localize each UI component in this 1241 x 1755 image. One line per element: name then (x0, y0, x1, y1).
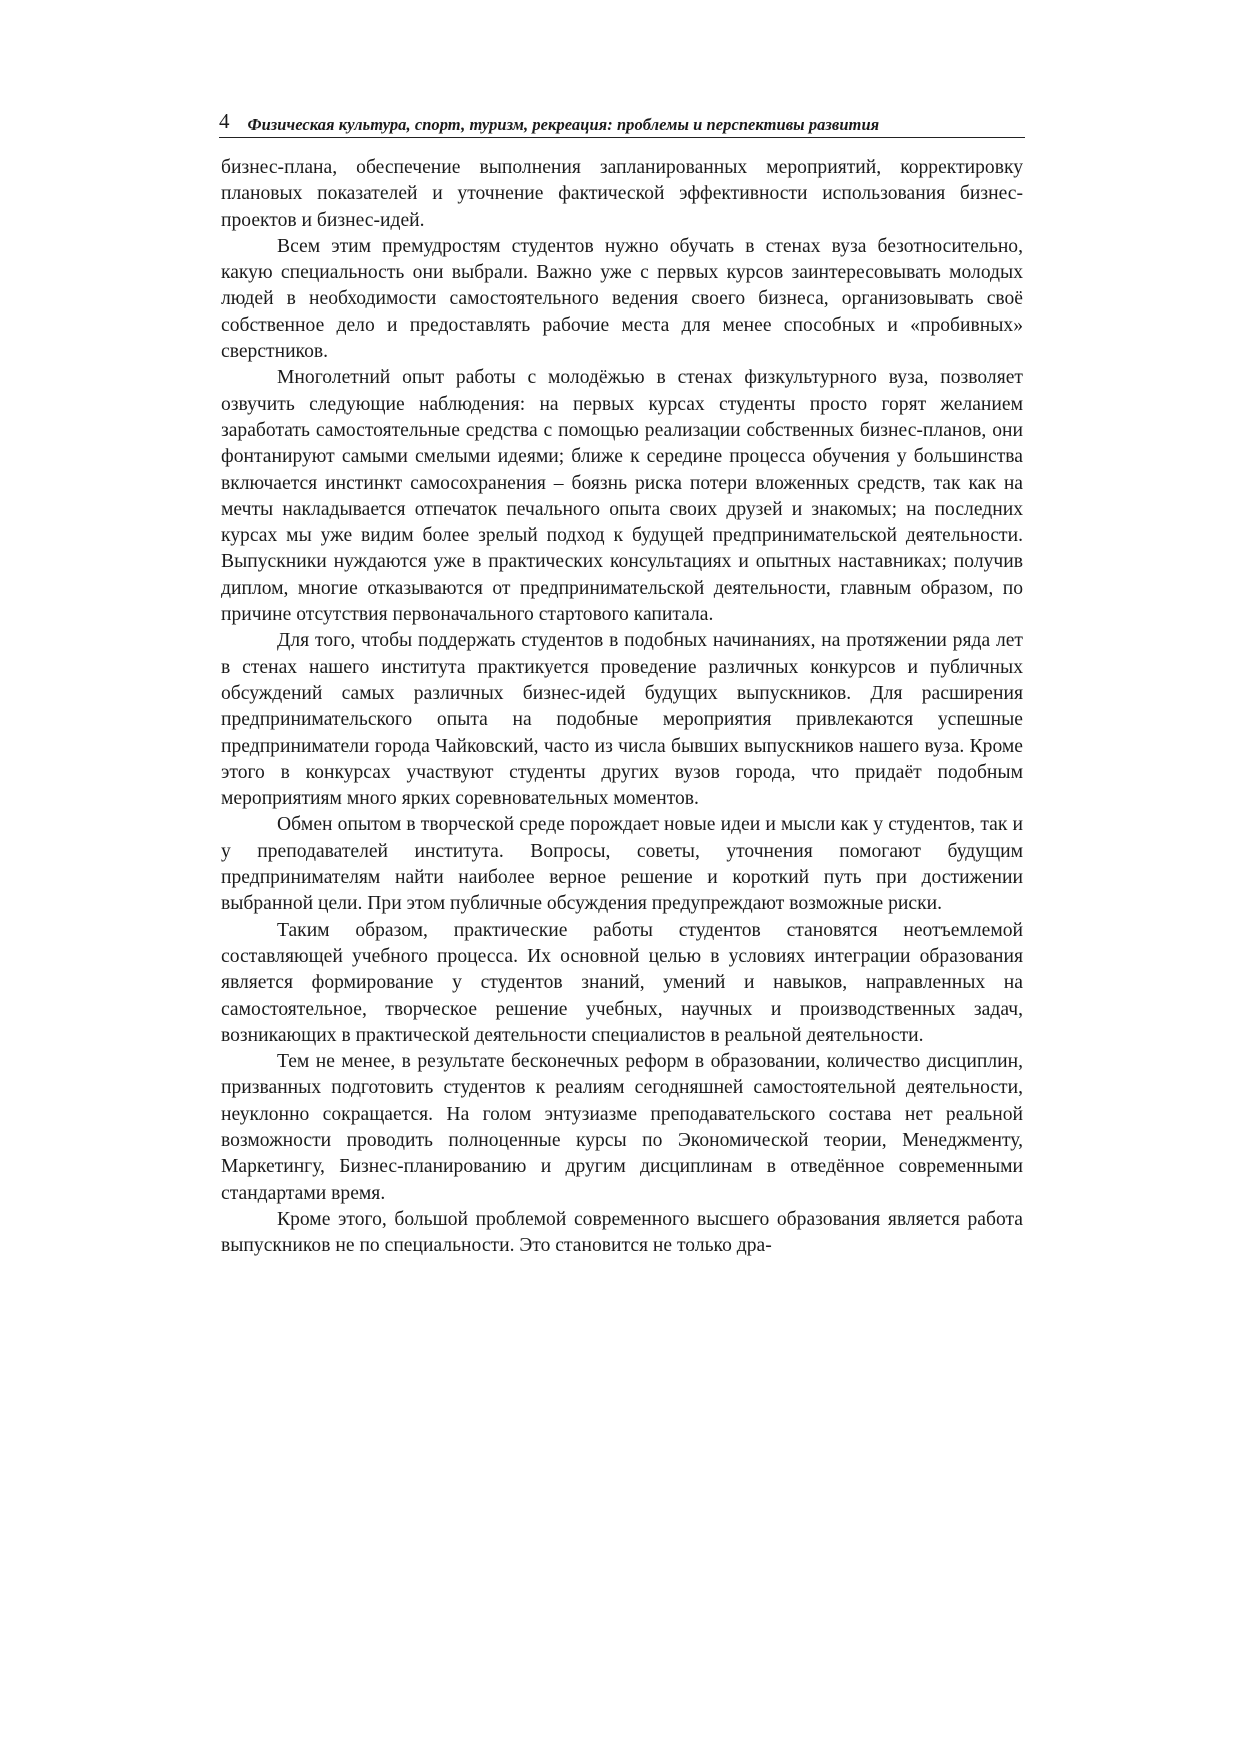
page-number: 4 (219, 109, 230, 133)
paragraph: Кроме этого, большой проблемой современного высшего образования является работа выпускников не по специальности. Это становится не только дра- (221, 1208, 1023, 1257)
paragraph: бизнес-плана, обеспечение выполнения запланированных мероприятий, корректировку плановых показателей и уточнение фактической эффективности использования бизнес-проектов и бизнес-идей. (221, 157, 1023, 231)
running-header (219, 106, 1025, 138)
paragraph: Для того, чтобы поддержать студентов в подобных начинаниях, на протяжении ряда лет в стенах нашего института практикуется проведение различных конкурсов и публичных обсуждений самых различных бизнес-идей будущих выпускников. Для расширения предпринимательского опыта на подобные мероприятия привлекаются успешные предприниматели города Чайковский, часто из числа бывших выпускников нашего вуза. Кроме этого в конкурсах участвуют студенты других вузов города, что придаёт подобным мероприятиям много ярких соревновательных моментов. (221, 630, 1023, 810)
paragraph: Таким образом, практические работы студентов становятся неотъемлемой составляющей учебного процесса. Их основной целью в условиях интеграции образования является формирование у студентов знаний, умений и навыков, направленных на самостоятельное, творческое решение учебных, научных и производственных задач, возникающих в практической деятельности специалистов в реальной деятельности. (221, 919, 1023, 1046)
journal-title: Физическая культура, спорт, туризм, рекреация: проблемы и перспективы развития (247, 114, 880, 134)
paragraph: Всем этим премудростям студентов нужно обучать в стенах вуза безотносительно, какую специальность они выбрали. Важно уже с первых курсов заинтересовывать молодых людей в необходимости самостоятельного ведения своего бизнеса, организовывать своё собственное дело и предоставлять рабочие места для менее способных и «пробивных» сверстников. (221, 235, 1023, 363)
paragraph: Многолетний опыт работы с молодёжью в стенах физкультурного вуза, позволяет озвучить следующие наблюдения: на первых курсах студенты просто горят желанием заработать самостоятельные средства с помощью реализации собственных бизнес-планов, они фонтанируют самыми смелыми идеями; ближе к середине процесса обучения у большинства включается инстинкт самосохранения – боязнь риска потери вложенных средств, так как на мечты накладывается отпечаток печального опыта своих друзей и знакомых; на последних курсах мы уже видим более зрелый подход к будущей предпринимательской деятельности. Выпускники нуждаются уже в практических консультациях и опытных наставниках; получив диплом, многие отказываются от предпринимательской деятельности, главным образом, по причине отсутствия первоначального стартового капитала. (221, 367, 1023, 626)
paragraph: Тем не менее, в результате бесконечных реформ в образовании, количество дисциплин, призванных подготовить студентов к реалиям сегодняшней самостоятельной деятельности, неуклонно сокращается. На голом энтузиазме преподавательского состава нет реальной возможности проводить полноценные курсы по Экономической теории, Менеджменту, Маркетингу, Бизнес-планированию и другим дисциплинам в отведённое современными стандартами время. (221, 1051, 1023, 1204)
body-text (221, 155, 1023, 1259)
paragraph: Обмен опытом в творческой среде порождает новые идеи и мысли как у студентов, так и у преподавателей института. Вопросы, советы, уточнения помогают будущим предпринимателям найти наиболее верное решение и короткий путь при достижении выбранной цели. При этом публичные обсуждения предупреждают возможные риски. (221, 814, 1023, 915)
